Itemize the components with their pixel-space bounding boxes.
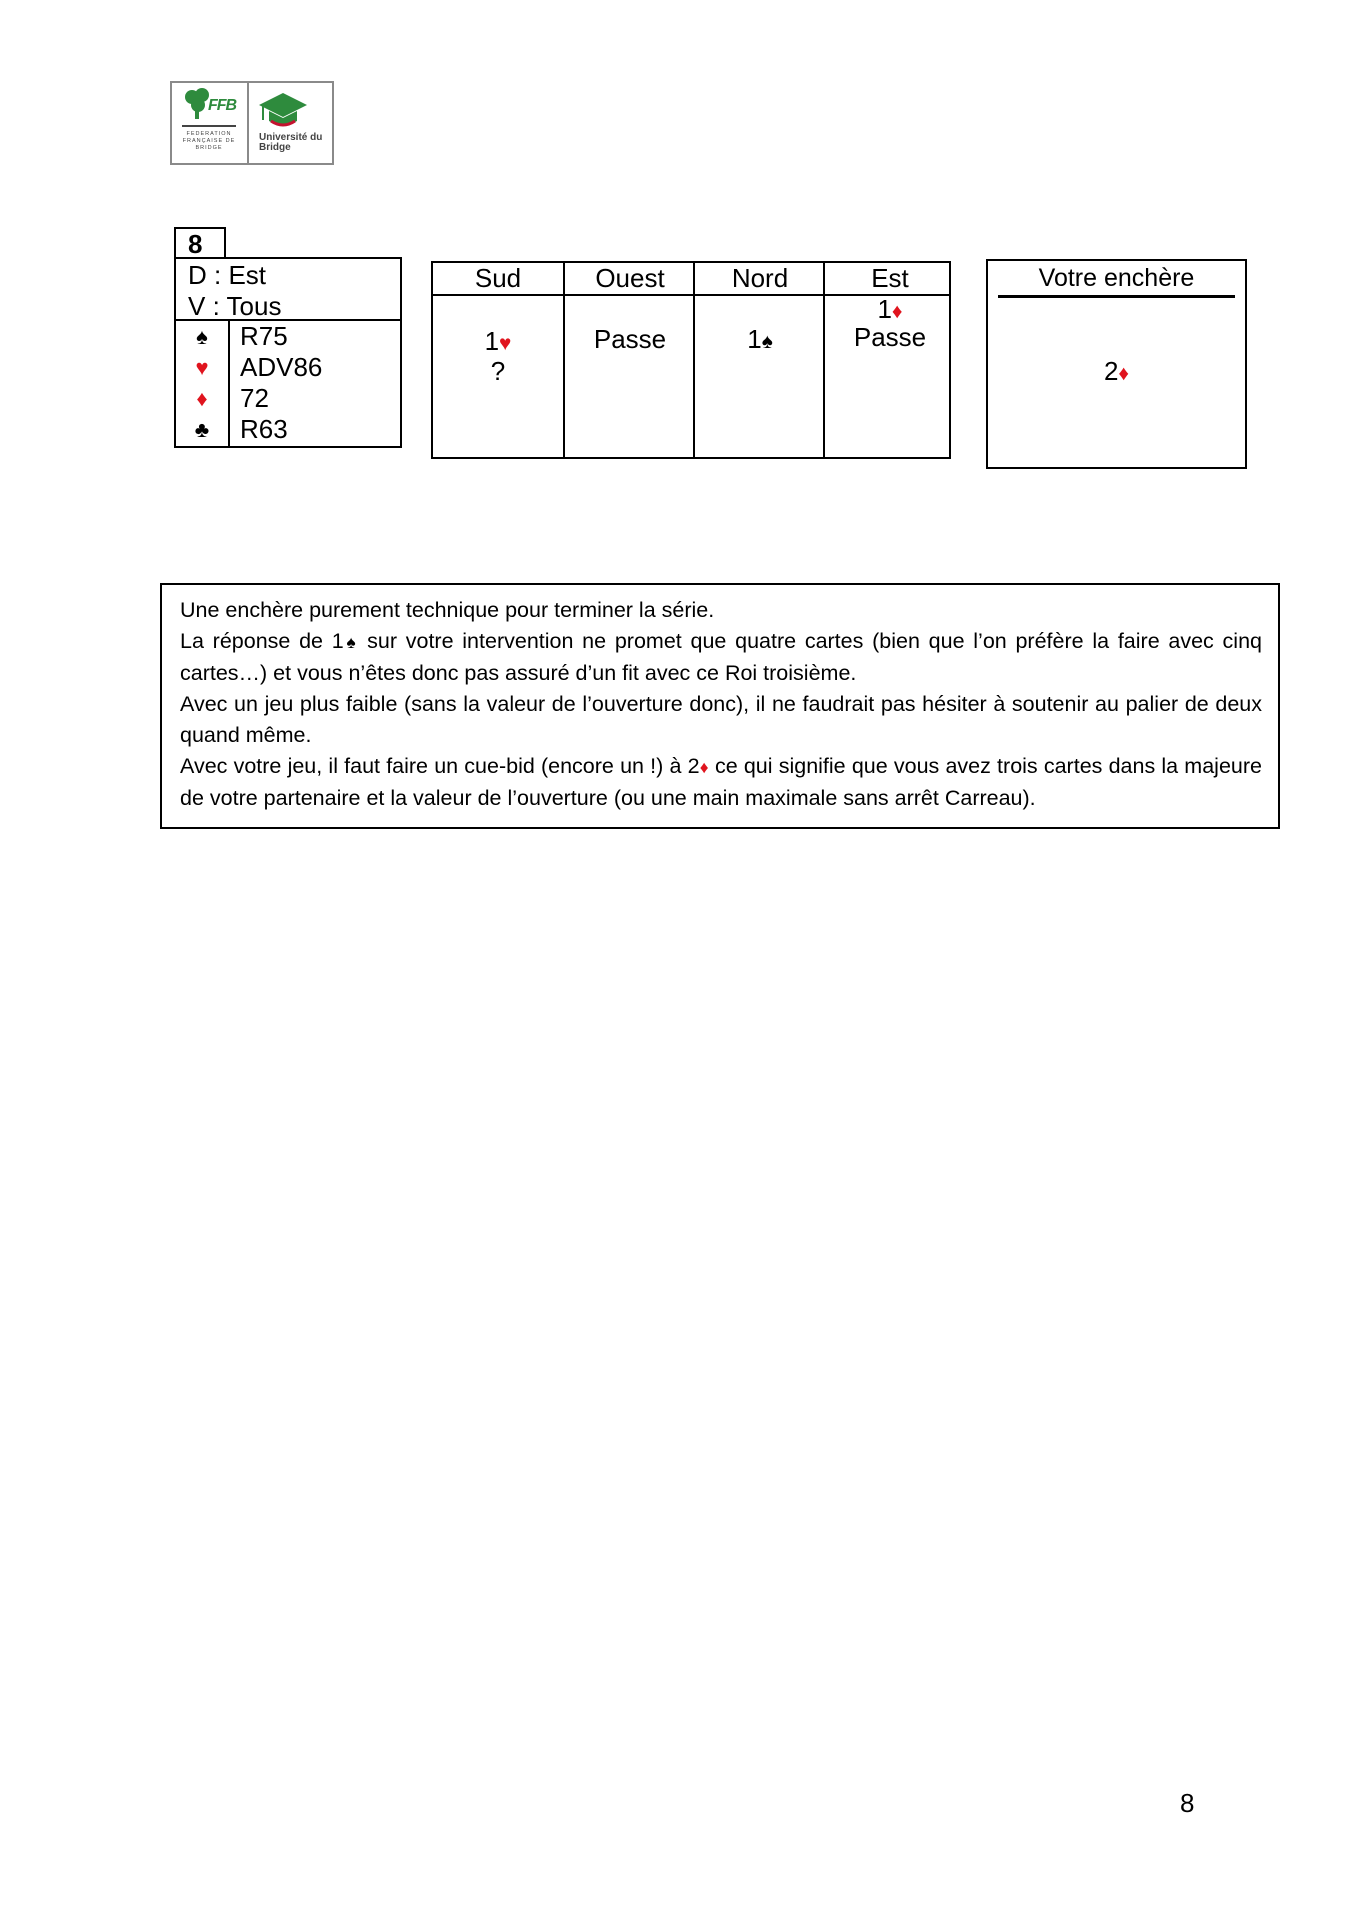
- header-nord: Nord: [731, 263, 789, 293]
- bidding-column-est: [823, 263, 955, 457]
- est-bid-2: Passe: [853, 322, 927, 352]
- bidding-table: [431, 261, 951, 459]
- hand-row-spades: [176, 321, 400, 352]
- spade-icon: ♠: [761, 330, 773, 353]
- diamond-cards: 72: [240, 383, 269, 413]
- explanation-paragraph-4: Avec votre jeu, il faut faire un cue-bid (encore un !) à 2♦ ce qui signifie que vous avez trois cartes dans la majeure de votre partenaire et la valeur de l’ouverture (ou une main maximale sans arrêt Carreau).: [180, 754, 1262, 810]
- deal-number: 8: [174, 227, 226, 259]
- hand-row-hearts: [176, 352, 400, 383]
- ffb-wordmark: FFB: [208, 97, 237, 114]
- diamond-icon: ♦: [1118, 362, 1130, 385]
- header-ouest: Ouest: [595, 263, 665, 293]
- spade-cards: R75: [240, 321, 288, 351]
- spade-icon: ♠: [196, 324, 208, 349]
- vulnerability-value: Tous: [226, 291, 282, 321]
- universite-wordmark: Université du Bridge: [259, 132, 323, 153]
- answer-title: Votre enchère: [1038, 264, 1195, 292]
- dealer-row: [188, 260, 400, 291]
- logo-divider: [182, 125, 236, 127]
- diamond-icon: ♦: [891, 300, 903, 323]
- club-icon: ♣: [194, 417, 210, 442]
- universite-logo: [249, 83, 332, 163]
- bidding-column-ouest: [563, 263, 695, 457]
- sud-bid-2: ?: [490, 356, 506, 386]
- sud-bid-1: 1♥: [484, 326, 512, 356]
- graduation-cap-icon: [257, 91, 309, 131]
- heart-icon: ♥: [499, 332, 512, 355]
- diamond-icon: ♦: [196, 386, 208, 411]
- dealer-label: D :: [188, 260, 229, 290]
- est-bid-1: 1♦: [877, 294, 903, 324]
- answer-title-underline: [998, 295, 1235, 298]
- deal-info: [174, 257, 402, 321]
- header-est: Est: [871, 263, 909, 293]
- explanation-paragraph-3: Avec un jeu plus faible (sans la valeur de l’ouverture donc), il ne faudrait pas hésiter à soutenir au palier de deux quand même.: [180, 692, 1262, 747]
- heart-icon: ♥: [195, 355, 209, 380]
- heart-cards: ADV86: [240, 352, 323, 382]
- bidding-column-nord: [693, 263, 825, 457]
- explanation-paragraph-2: La réponse de 1♠ sur votre intervention ne promet que quatre cartes (bien que l’on préfère la faire avec cinq cartes…) et vous n’êtes donc pas assuré d’un fit avec ce Roi troisième.: [180, 629, 1262, 685]
- ouest-bid-1: Passe: [593, 324, 667, 354]
- answer-bid: 2♦: [1103, 356, 1130, 386]
- diamond-icon: ♦: [699, 757, 709, 777]
- nord-bid-1: 1♠: [747, 324, 773, 354]
- hand-row-clubs: [176, 414, 400, 445]
- answer-box: [986, 259, 1247, 469]
- ffb-universite-logo: [170, 81, 334, 165]
- dealer-value: Est: [228, 260, 267, 290]
- vulnerability-row: [188, 291, 400, 322]
- page-number: 8: [1180, 1788, 1195, 1818]
- hand-row-diamonds: [176, 383, 400, 414]
- explanation-paragraph-1: Une enchère purement technique pour terminer la série.: [180, 598, 715, 622]
- header-sud: Sud: [474, 263, 522, 293]
- explanation-box: [160, 583, 1280, 829]
- spade-icon: ♠: [343, 632, 359, 652]
- vulnerability-label: V :: [188, 291, 227, 321]
- ffb-logo: [172, 83, 249, 163]
- club-cards: R63: [240, 414, 288, 444]
- ffb-subtitle: FEDERATION FRANÇAISE DE BRIDGE: [182, 131, 236, 151]
- hand: [174, 319, 402, 448]
- bidding-column-sud: [433, 263, 563, 457]
